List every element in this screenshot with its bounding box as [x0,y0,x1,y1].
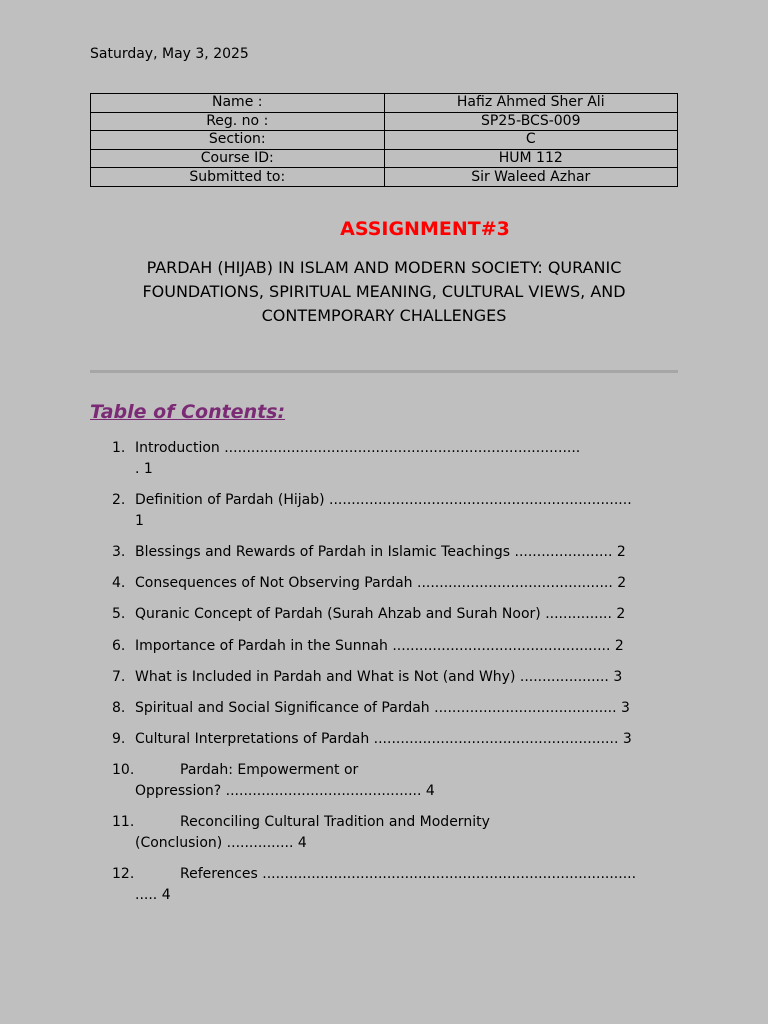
student-info-table [90,93,678,187]
toc-item-number: 7. [112,669,126,685]
table-row [91,131,678,150]
toc-item-text: Definition of Pardah (Hijab) .................................................................... [135,492,632,508]
info-value: SP25-BCS-009 [384,112,678,131]
toc-item-text: Blessings and Rewards of Pardah in Islamic Teachings ...................... 2 [135,544,626,560]
table-row [91,168,678,187]
toc-item [90,812,678,853]
title-line: FOUNDATIONS, SPIRITUAL MEANING, CULTURAL VIEWS, AND [142,282,626,301]
toc-item-text-continued: ..... 4 [135,886,171,903]
document-title [90,256,678,328]
toc-item [90,636,678,657]
toc-item-number: 10. [112,762,135,778]
toc-item-text: Pardah: Empowerment or [180,762,359,778]
toc-item-text-continued: . 1 [135,460,153,477]
title-line: CONTEMPORARY CHALLENGES [261,306,507,325]
toc-item-text: Cultural Interpretations of Pardah ....................................................... 3 [135,731,632,747]
toc-item-text: References .................................................................................... [180,866,637,882]
toc-item-text: Spiritual and Social Significance of Pardah ......................................... 3 [135,700,630,716]
toc-item-number: 3. [112,544,126,560]
toc-item-text: Consequences of Not Observing Pardah ............................................ 2 [135,575,627,591]
toc-heading: Table of Contents: [90,401,286,423]
info-value: HUM 112 [384,149,678,168]
info-value: C [384,131,678,150]
assignment-title: ASSIGNMENT#3 [340,218,510,240]
toc-item [90,490,678,531]
toc-item [90,542,678,563]
toc-item-text-continued: 1 [135,512,144,529]
toc-item [90,438,678,479]
toc-item-text: What is Included in Pardah and What is Not (and Why) .................... 3 [135,669,623,685]
toc-item [90,573,678,594]
table-row [91,94,678,113]
toc-item-text-continued: Oppression? ............................................ 4 [135,782,435,799]
toc-item-number: 11. [112,814,135,830]
toc-item-number: 12. [112,866,135,882]
info-label: Name : [91,94,385,113]
info-label: Reg. no : [91,112,385,131]
toc-item-text: Importance of Pardah in the Sunnah ................................................. 2 [135,638,624,654]
title-line: PARDAH (HIJAB) IN ISLAM AND MODERN SOCIETY: QURANIC [146,258,622,277]
toc-item-number: 8. [112,700,126,716]
info-label: Submitted to: [91,168,385,187]
info-label: Section: [91,131,385,150]
horizontal-divider [90,370,678,373]
info-value: Sir Waleed Azhar [384,168,678,187]
table-row [91,112,678,131]
toc-item-text: Reconciling Cultural Tradition and Modernity [180,814,490,830]
document-date: Saturday, May 3, 2025 [90,46,249,62]
toc-item-text: Quranic Concept of Pardah (Surah Ahzab and Surah Noor) ............... 2 [135,606,626,622]
toc-item-number: 6. [112,638,126,654]
toc-item-number: 5. [112,606,126,622]
info-label: Course ID: [91,149,385,168]
toc-item [90,604,678,625]
toc-item-number: 1. [112,440,126,456]
toc-item-text-continued: (Conclusion) ............... 4 [135,834,307,851]
toc-item [90,698,678,719]
toc-item [90,667,678,688]
toc-item-number: 9. [112,731,126,747]
toc-item-text: Introduction ................................................................................ [135,440,581,456]
table-row [91,149,678,168]
toc-item [90,729,678,750]
toc-item-number: 4. [112,575,126,591]
toc-item [90,864,678,905]
info-value: Hafiz Ahmed Sher Ali [384,94,678,113]
toc-item [90,760,678,801]
toc-item-number: 2. [112,492,126,508]
